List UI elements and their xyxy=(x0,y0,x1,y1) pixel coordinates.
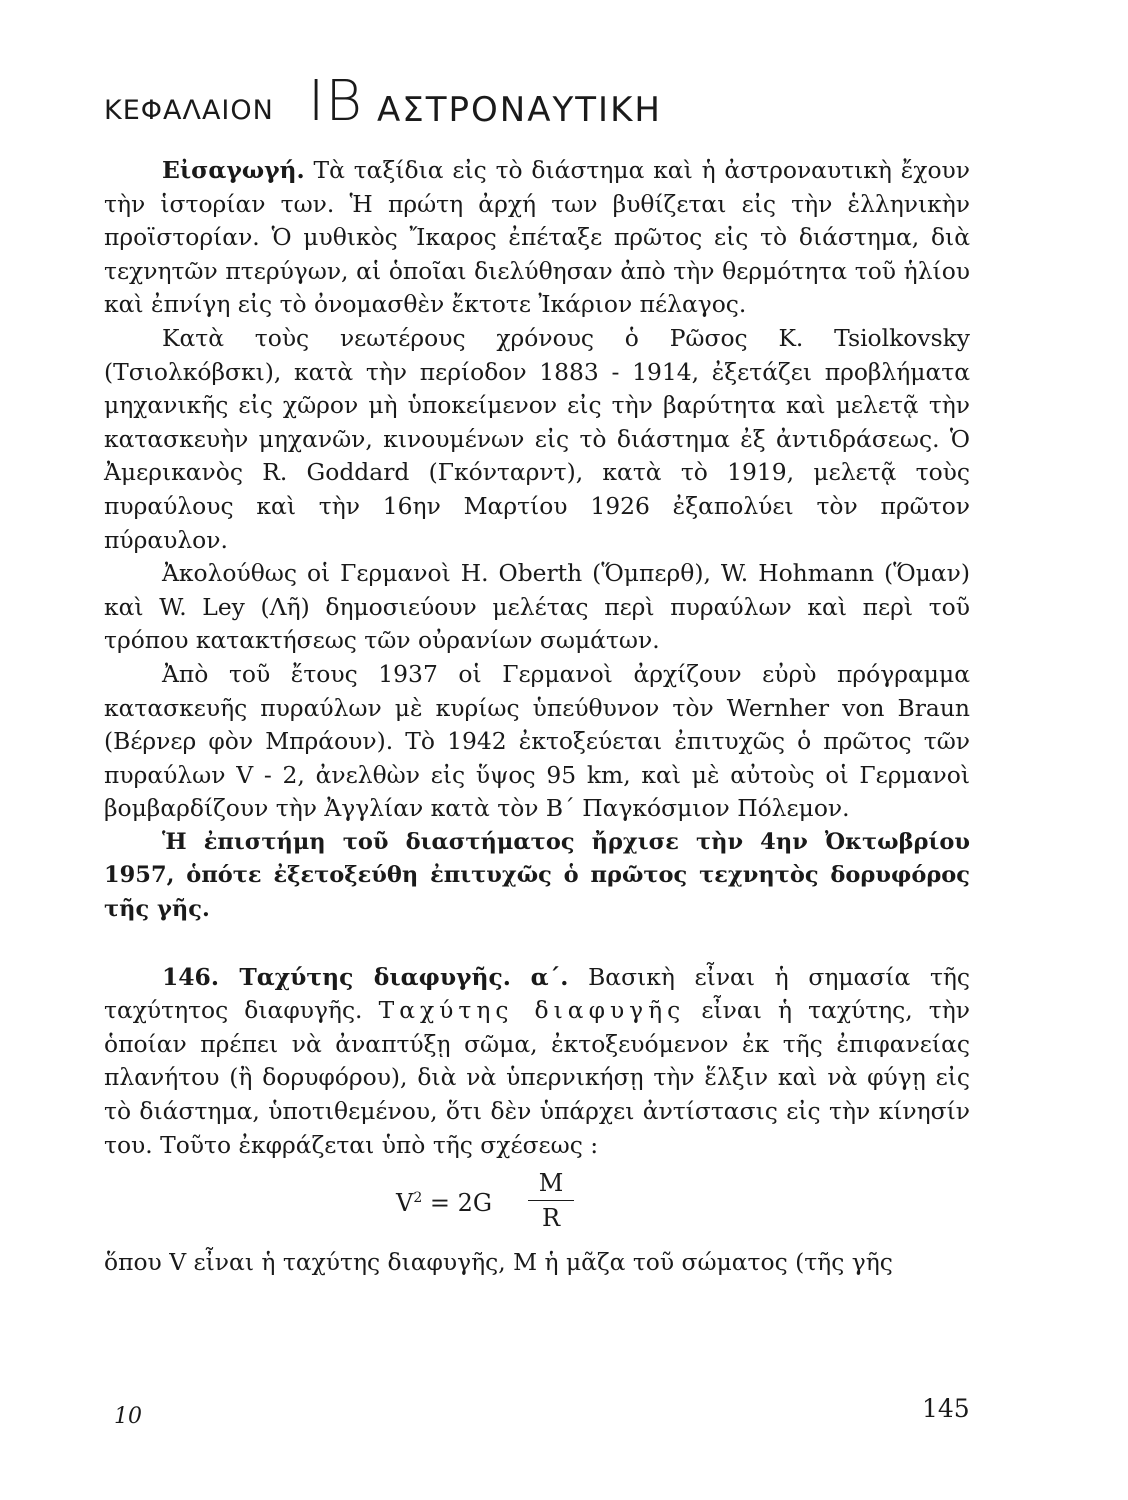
fraction-bar xyxy=(528,1200,574,1201)
section-146-text-a: Βασικὴ εἶναι ἡ σημασία τῆς ταχύτητος διαφυγῆς. xyxy=(104,962,971,1025)
page-body xyxy=(104,154,970,1280)
section-146-subheading: α΄. xyxy=(530,962,569,991)
escape-velocity-formula xyxy=(104,1168,970,1244)
intro-paragraph-2: Κατὰ τοὺς νεωτέρους χρόνους ὁ Ρῶσος K. Tsiolkovsky (Τσιολκόβσκι), κατὰ τὴν περίοδον 1883 - 1914, ἐξετάζει προβλήματα μηχανικῆς εἰς χῶρον μὴ ὑποκείμενον εἰς τὴν βαρύτητα καὶ μελετᾷ τὴν κατασκευὴν μηχανῶν, κινουμένων εἰς τὸ διάστημα ἐξ ἀντιδράσεως. Ὁ Ἀμερικανὸς R. Goddard (Γκόνταρντ), κατὰ τὸ 1919, μελετᾷ τοὺς πυραύλους καὶ τὴν 16ην Μαρτίου 1926 ἐξαπολύει τὸν πρῶτον πύραυλον. xyxy=(104,323,970,554)
chapter-heading xyxy=(104,69,1004,134)
chapter-number: ΙΒ xyxy=(307,69,364,134)
formula-rhs: = 2G xyxy=(429,1189,493,1218)
intro-paragraph-1 xyxy=(104,154,970,322)
formula-fraction xyxy=(528,1168,574,1233)
page-number: 145 xyxy=(922,1394,970,1423)
escape-velocity-term: Ταχύτης διαφυγῆς xyxy=(378,996,686,1025)
intro-paragraph-4: Ἀπὸ τοῦ ἔτους 1937 οἱ Γερμανοὶ ἀρχίζουν εὐρὺ πρόγραμμα κατασκευῆς πυραύλων μὲ κυρίως ὑπεύθυνον τὸν Wernher von Braun (Βέρνερ φὸν Μπράουν). Τὸ 1942 ἐκτοξεύεται ἐπιτυχῶς ὁ πρῶτος τῶν πυραύλων V - 2, ἀνελθὼν εἰς ὕψος 95 km, καὶ μὲ αὐτοὺς οἱ Γερμανοὶ βομβαρδίζουν τὴν Ἀγγλίαν κατὰ τὸν Β΄ Παγκόσμιον Πόλεμον. xyxy=(104,659,970,823)
formula-v: V xyxy=(396,1189,414,1218)
intro-text-1: Τὰ ταξίδια εἰς τὸ διάστημα καὶ ἡ ἀστροναυτικὴ ἔχουν τὴν ἱστορίαν των. Ἡ πρώτη ἀρχή των βυθίζεται εἰς τὴν ἑλληνικὴν προϊστορίαν. Ὁ μυθικὸς Ἴκαρος ἐπέταξε πρῶτος εἰς τὸ διάστημα, διὰ τεχνητῶν πτερύγων, αἱ ὁποῖαι διελύθησαν ἀπὸ τὴν θερμότητα τοῦ ἡλίου καὶ ἐπνίγη εἰς τὸ ὀνομασθὲν ἔκτοτε Ἰκάριον πέλαγος. xyxy=(104,156,970,319)
intro-heading: Εἰσαγωγή. xyxy=(162,156,305,184)
section-146-heading: 146. Ταχύτης διαφυγῆς. xyxy=(162,962,511,991)
formula-left-side xyxy=(396,1188,492,1218)
chapter-title: ΑΣΤΡΟΝΑΥΤΙΚΗ xyxy=(377,90,662,130)
chapter-label: ΚΕΦΑΛΑΙΟΝ xyxy=(104,95,274,126)
formula-numerator: M xyxy=(538,1169,564,1198)
formula-denominator: R xyxy=(541,1204,561,1233)
signature-mark: 10 xyxy=(114,1404,142,1429)
formula-exponent: 2 xyxy=(413,1190,423,1207)
section-146-text-c: ὅπου V εἶναι ἡ ταχύτης διαφυγῆς, M ἡ μᾶζα τοῦ σώματος (τῆς γῆς xyxy=(104,1248,893,1277)
section-146-paragraph xyxy=(104,961,970,1163)
intro-paragraph-3: Ἀκολούθως οἱ Γερμανοὶ H. Oberth (Ὅμπερθ), W. Hohmann (Ὅμαν) καὶ W. Ley (Λῆ) δημοσιεύουν μελέτας περὶ πυραύλων καὶ περὶ τοῦ τρόπου κατακτήσεως τῶν οὐρανίων σωμάτων. xyxy=(104,559,970,655)
section-146-text-b: εἶναι ἡ ταχύτης, τὴν ὁποίαν πρέπει νὰ ἀναπτύξῃ σῶμα, ἐκτοξευόμενον ἐκ τῆς ἐπιφανείας πλανήτου (ἢ δορυφόρου), διὰ νὰ ὑπερνικήσῃ τὴν ἕλξιν καὶ νὰ φύγῃ εἰς τὸ διάστημα, ὑποτιθεμένου, ὅτι δὲν ὑπάρχει ἀντίστασις εἰς τὴν κίνησίν του. Τοῦτο ἐκφράζεται ὑπὸ τῆς σχέσεως : xyxy=(104,996,970,1159)
intro-paragraph-5: Ἡ ἐπιστήμη τοῦ διαστήματος ἤρχισε τὴν 4ην Ὀκτωβρίου 1957, ὁπότε ἐξετοξεύθη ἐπιτυχῶς ὁ πρῶτος τεχνητὸς δορυφόρος τῆς γῆς. xyxy=(104,828,970,923)
